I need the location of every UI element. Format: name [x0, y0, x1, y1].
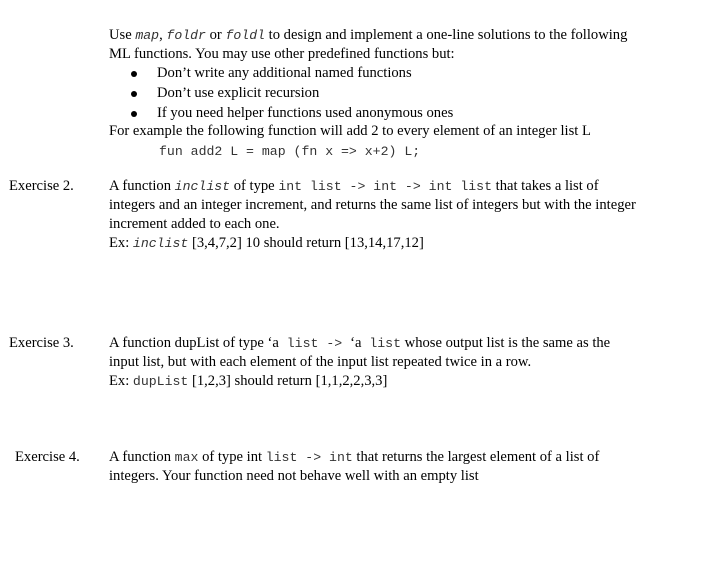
code-foldl: foldl: [225, 28, 266, 43]
example-code: fun add2 L = map (fn x => x+2) L;: [159, 144, 421, 159]
exercise-3-line-1: A function dupList of type ‘a list -> ‘a list whose output list is the same as the: [109, 335, 611, 351]
bullet-item: Don’t use explicit recursion: [157, 85, 320, 101]
code-max: max: [174, 450, 199, 465]
exercise-4-line-1: A function max of type int list -> int that returns the largest element of a list of: [109, 449, 600, 465]
example-text: For example the following function will add 2 to every element of an integer list L: [109, 123, 591, 139]
intro-line-1: Use map, foldr or foldl to design and implement a one-line solutions to the following: [109, 27, 628, 43]
exercise-2-line-1: A function inclist of type int list -> int -> int list that takes a list of: [109, 178, 599, 194]
exercise-4-line-2: integers. Your function need not behave well with an empty list: [109, 468, 479, 484]
bullet-dot-icon: [131, 111, 137, 117]
code-foldr: foldr: [166, 28, 206, 43]
code-type: int list -> int -> int list: [278, 179, 492, 194]
exercise-2-line-2: integers and an integer increment, and returns the same list of integers but with the integer: [109, 197, 636, 213]
exercise-3-example: Ex: dupList [1,2,3] should return [1,1,2,2,3,3]: [109, 373, 388, 389]
intro-line-2: ML functions. You may use other predefined functions but:: [109, 46, 455, 62]
exercise-2-label: Exercise 2.: [9, 178, 74, 194]
code-map: map: [135, 28, 160, 43]
code-type: list ->: [278, 336, 351, 351]
bullet-dot-icon: [131, 91, 137, 97]
exercise-2-line-3: increment added to each one.: [109, 216, 280, 232]
code-type: list -> int: [265, 450, 353, 465]
exercise-3-line-2: input list, but with each element of the input list repeated twice in a row.: [109, 354, 532, 370]
exercise-4-label: Exercise 4.: [15, 449, 80, 465]
code-duplist: dupList: [132, 374, 189, 389]
code-inclist: inclist: [174, 179, 231, 194]
exercise-3-label: Exercise 3.: [9, 335, 74, 351]
code-inclist: inclist: [132, 236, 189, 251]
exercise-2-example: Ex: inclist [3,4,7,2] 10 should return [13,14,17,12]: [109, 235, 424, 251]
bullet-dot-icon: [131, 71, 137, 77]
bullet-item: If you need helper functions used anonymous ones: [157, 105, 454, 121]
code-type: list: [361, 336, 401, 351]
bullet-item: Don’t write any additional named functions: [157, 65, 412, 81]
